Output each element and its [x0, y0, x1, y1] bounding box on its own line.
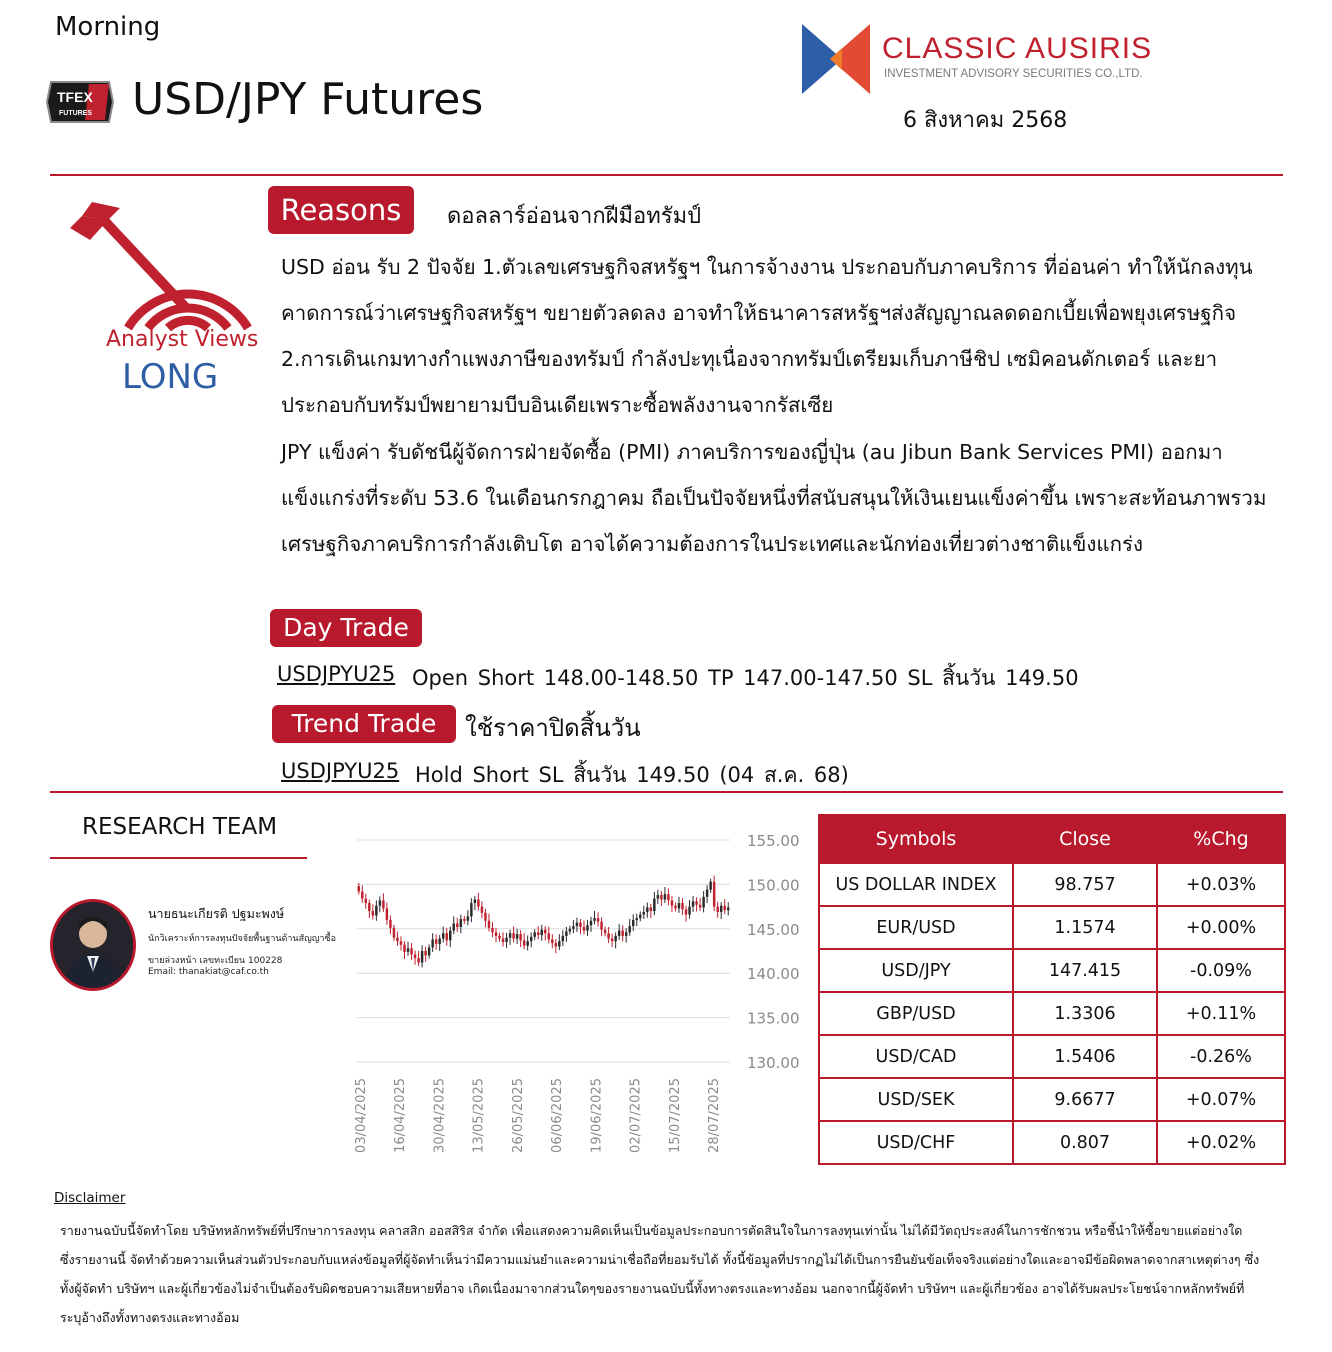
candle-body — [555, 943, 557, 947]
analyst-role: นักวิเคราะห์การลงทุนปัจจัยพื้นฐานด้านสัญญาซื้อขายล่วงหน้า เลขทะเบียน 100228 — [148, 934, 336, 966]
research-team-underline — [50, 857, 307, 859]
candle-body — [361, 892, 363, 899]
close-cell: 9.6677 — [1013, 1078, 1157, 1121]
candle-body — [583, 927, 585, 931]
change-cell: -0.26% — [1157, 1035, 1285, 1078]
analyst-views-label: Analyst Views — [106, 327, 259, 352]
y-tick-label: 140.00 — [747, 965, 800, 984]
day-trade-detail: Open Short 148.00-148.50 TP 147.00-147.50 SL สิ้นวัน 149.50 — [412, 666, 1079, 690]
candle-body — [519, 934, 521, 940]
candle-body — [625, 932, 627, 936]
y-tick-label: 135.00 — [747, 1009, 800, 1028]
candle-body — [442, 933, 444, 938]
candle-body — [660, 895, 662, 899]
column-header-close: Close — [1013, 815, 1157, 863]
avatar — [50, 899, 136, 991]
candle-body — [428, 947, 430, 955]
candle-body — [569, 929, 571, 932]
y-tick-label: 130.00 — [747, 1054, 800, 1072]
candle-body — [709, 882, 711, 890]
candle-body — [400, 941, 402, 945]
table-row — [819, 949, 1285, 992]
candle-body — [667, 894, 669, 900]
usd-paragraph: USD อ่อน รับ 2 ปัจจัย 1.ตัวเลขเศรษฐกิจสหรัฐฯ ในการจ้างงาน ประกอบกับภาคบริการ ที่อ่อนค่า ทำให้นักลงทุนคาดการณ์ว่าเศรษฐกิจสหรัฐฯ ขยายตัวลดลง อาจทำให้ธนาคารสหรัฐฯส่งสัญญาณลดดอกเบี้ยเพื่อพยุงเศรษฐกิจ 2.การเดินเกมทางกำแพงภาษีของทรัมป์ กำลังปะทุเนื่องจากทรัมป์เตรียมเก็บภาษีชิป เซมิคอนดักเตอร์ และยา ประกอบกับทรัมป์พยายามบีบอินเดียเพราะซื้อพลังงานจากรัสเซีย — [281, 255, 1253, 417]
candle-body — [537, 932, 539, 935]
candle-body — [720, 906, 722, 912]
reasons-headline: ดอลลาร์อ่อนจากฝีมือทรัมป์ — [447, 204, 702, 229]
x-tick-label: 13/05/2025 — [471, 1078, 487, 1153]
candle-body — [646, 907, 648, 911]
symbol-cell: EUR/USD — [819, 906, 1013, 949]
candle-body — [643, 912, 645, 915]
candle-body — [671, 900, 673, 905]
close-cell: 147.415 — [1013, 949, 1157, 992]
candle-body — [692, 901, 694, 906]
column-header-chg: %Chg — [1157, 815, 1285, 863]
candle-body — [611, 939, 613, 942]
table-header-row — [819, 815, 1285, 863]
candle-body — [389, 920, 391, 928]
candle-body — [548, 933, 550, 939]
candle-body — [636, 918, 638, 920]
x-tick-label: 28/07/2025 — [707, 1078, 722, 1153]
section-divider — [50, 791, 1283, 793]
x-tick-label: 02/07/2025 — [628, 1078, 644, 1153]
disclaimer-text: รายงานฉบับนี้จัดทำโดย บริษัทหลักทรัพย์ที่ปรึกษาการลงทุน คลาสสิก ออสสิริส จำกัด เพื่อแสดงความคิดเห็นเป็นข้อมูลประกอบการตัดสินใจในการลงทุนเท่านั้น ไม่ได้มีวัตถุประสงค์ในการชักชวน หรือชี้นำให้ซื้อขายแต่อย่างใด ซึ่งรายงานนี้ จัดทำด้วยความเห็นส่วนตัวประกอบกับแหล่งข้อมูลที่ผู้จัดทำเห็นว่ามีความแม่นยำและความน่าเชื่อถือที่ยอมรับได้ ทั้งนี้ข้อมูลที่ปรากฏไม่ได้เป็นการยืนยันข้อเท็จจริงแต่อย่างใดและอาจมีข้อผิดพลาดจากสาเหตุต่างๆ ซึ่งทั้งผู้จัดทำ บริษัทฯ และผู้เกี่ยวข้องไม่จำเป็นต้องรับผิดชอบความเสียหายที่อาจ เกิดเนื่องมาจากส่วนใดๆของรายงานฉบับนี้ทั้งทางตรงและทางอ้อม นอกจากนี้ผู้จัดทำ บริษัทฯ และผู้เกี่ยวข้อง อาจได้รับผลประโยชน์จากหลักทรัพย์ที่ระบุอ้างถึงทั้งทางตรงและทางอ้อม — [60, 1223, 1260, 1325]
candle-body — [453, 923, 455, 930]
candle-body — [523, 940, 525, 945]
symbol-cell: USD/CAD — [819, 1035, 1013, 1078]
change-cell: +0.11% — [1157, 992, 1285, 1035]
candle-body — [716, 907, 718, 912]
candle-body — [653, 899, 655, 911]
tfex-logo-sub: FUTURES — [59, 110, 93, 117]
candle-body — [632, 920, 634, 926]
close-cell: 1.1574 — [1013, 906, 1157, 949]
table-row — [819, 992, 1285, 1035]
candle-body — [382, 900, 384, 908]
candle-body — [590, 921, 592, 925]
trend-trade-symbol: USDJPYU25 — [281, 759, 400, 783]
candle-body — [460, 919, 462, 927]
analyst-email: Email: thanakiat@caf.co.th — [148, 967, 269, 977]
candle-body — [449, 931, 451, 941]
usdjpy-price-chart — [345, 820, 805, 1170]
close-cell: 1.3306 — [1013, 992, 1157, 1035]
candle-body — [375, 906, 377, 916]
target-arrow-icon — [68, 198, 258, 333]
candle-body — [695, 901, 697, 905]
candle-body — [379, 900, 381, 905]
candle-body — [467, 916, 469, 920]
x-tick-label: 16/04/2025 — [393, 1078, 409, 1153]
x-tick-label: 26/05/2025 — [510, 1078, 526, 1153]
candle-body — [516, 934, 518, 938]
close-cell: 98.757 — [1013, 863, 1157, 906]
candle-body — [639, 915, 641, 919]
change-cell: +0.02% — [1157, 1121, 1285, 1164]
candle-body — [533, 932, 535, 936]
y-tick-label: 155.00 — [747, 832, 800, 850]
analyst-view-value: LONG — [122, 357, 219, 397]
candle-body — [421, 951, 423, 963]
table-row — [819, 1035, 1285, 1078]
jpy-paragraph: JPY แข็งค่า รับดัชนีผู้จัดการฝ่ายจัดซื้อ (PMI) ภาคบริการของญี่ปุ่น (au Jibun Bank Services PMI) ออกมาแข็งแกร่งที่ระดับ 53.6 ในเดือนกรกฎาคม ถือเป็นปัจจัยหนึ่งที่สนับสนุนให้เงินเยนแข็งค่าขึ้น เพราะสะท้อนภาพรวมเศรษฐกิจภาคบริการกำลังเติบโต อาจได้ความต้องการในประเทศและนักท่องเที่ยวต่างชาติแข็งแกร่ง — [281, 440, 1267, 556]
candle-body — [562, 936, 564, 941]
candle-body — [565, 931, 567, 935]
symbol-cell: US DOLLAR INDEX — [819, 863, 1013, 906]
candle-body — [488, 921, 490, 928]
trend-trade-badge: Trend Trade — [272, 705, 456, 743]
candle-body — [600, 922, 602, 930]
company-subtitle: INVESTMENT ADVISORY SECURITIES CO.,LTD. — [884, 68, 1143, 80]
candle-body — [593, 918, 595, 921]
candle-body — [498, 936, 500, 939]
analyst-name: นายธนะเกียรติ ปฐมะพงษ์ — [148, 906, 285, 921]
candle-body — [526, 941, 528, 945]
candle-body — [502, 939, 504, 943]
candle-body — [438, 939, 440, 944]
research-team-title: RESEARCH TEAM — [82, 814, 278, 840]
candle-body — [445, 933, 447, 940]
candle-body — [456, 923, 458, 927]
candle-body — [403, 945, 405, 952]
candle-body — [586, 925, 588, 930]
tfex-logo — [45, 78, 115, 126]
candle-body — [579, 923, 581, 927]
symbol-cell: USD/JPY — [819, 949, 1013, 992]
tfex-logo-text: TFEX — [57, 89, 93, 105]
header-divider — [50, 174, 1283, 176]
table-row — [819, 1078, 1285, 1121]
table-row — [819, 863, 1285, 906]
candle-body — [685, 909, 687, 914]
candle-body — [368, 903, 370, 911]
close-cell: 1.5406 — [1013, 1035, 1157, 1078]
change-cell: -0.09% — [1157, 949, 1285, 992]
candle-body — [681, 903, 683, 909]
candle-body — [628, 926, 630, 932]
symbol-cell: USD/CHF — [819, 1121, 1013, 1164]
candle-body — [509, 933, 511, 937]
market-summary-table — [818, 814, 1286, 1165]
candle-body — [723, 906, 725, 910]
candle-body — [417, 958, 419, 962]
x-tick-label: 06/06/2025 — [550, 1078, 566, 1153]
candle-body — [657, 895, 659, 899]
candle-body — [386, 908, 388, 920]
x-tick-label: 03/04/2025 — [354, 1078, 369, 1153]
candle-body — [481, 907, 483, 913]
change-cell: +0.03% — [1157, 863, 1285, 906]
column-header-symbols: Symbols — [819, 815, 1013, 863]
candle-body — [699, 905, 701, 908]
day-trade-badge: Day Trade — [270, 609, 422, 647]
candle-body — [572, 926, 574, 929]
candle-body — [512, 933, 514, 938]
day-trade-symbol: USDJPYU25 — [277, 662, 396, 686]
morning-label: Morning — [55, 12, 161, 42]
trend-trade-detail: Hold Short SL สิ้นวัน 149.50 (04 ส.ค. 68) — [415, 763, 849, 787]
candle-body — [618, 931, 620, 936]
candle-body — [407, 948, 409, 952]
candle-body — [604, 930, 606, 934]
change-cell: +0.00% — [1157, 906, 1285, 949]
close-cell: 0.807 — [1013, 1121, 1157, 1164]
candle-body — [435, 939, 437, 943]
y-tick-label: 145.00 — [747, 920, 800, 939]
candle-body — [576, 923, 578, 927]
candle-body — [688, 907, 690, 915]
candle-body — [505, 938, 507, 942]
candle-body — [541, 930, 543, 935]
symbol-cell: GBP/USD — [819, 992, 1013, 1035]
candle-body — [484, 913, 486, 921]
change-cell: +0.07% — [1157, 1078, 1285, 1121]
candle-body — [621, 931, 623, 936]
candle-body — [474, 899, 476, 903]
candle-body — [727, 907, 729, 910]
candle-body — [614, 936, 616, 941]
report-date: 6 สิงหาคม 2568 — [903, 108, 1068, 133]
symbol-cell: USD/SEK — [819, 1078, 1013, 1121]
disclaimer-title: Disclaimer — [54, 1190, 126, 1206]
x-tick-label: 30/04/2025 — [432, 1078, 448, 1153]
candle-body — [713, 882, 715, 907]
candle-body — [664, 894, 666, 899]
company-name: CLASSIC AUSIRIS — [882, 32, 1153, 65]
candle-body — [674, 906, 676, 909]
candle-body — [495, 932, 497, 936]
candle-body — [702, 897, 704, 908]
candle-body — [424, 951, 426, 955]
candle-body — [558, 941, 560, 946]
company-logo-icon — [800, 22, 880, 96]
candle-body — [393, 928, 395, 938]
trend-trade-note: ใช้ราคาปิดสิ้นวัน — [465, 714, 641, 742]
candle-body — [597, 918, 599, 922]
candle-body — [678, 903, 680, 908]
candle-body — [706, 890, 708, 897]
candle-body — [463, 919, 465, 921]
candle-body — [396, 938, 398, 942]
candle-body — [607, 933, 609, 938]
x-tick-label: 15/07/2025 — [667, 1078, 683, 1153]
candle-body — [544, 930, 546, 934]
candle-body — [530, 937, 532, 941]
person-photo-icon — [53, 902, 133, 988]
candle-body — [365, 899, 367, 903]
candle-body — [358, 886, 360, 891]
candle-body — [414, 955, 416, 959]
candle-body — [410, 948, 412, 954]
candle-body — [551, 939, 553, 943]
y-tick-label: 150.00 — [747, 876, 800, 895]
page-title: USD/JPY Futures — [132, 74, 484, 125]
table-row — [819, 1121, 1285, 1164]
candle-body — [650, 907, 652, 911]
candle-body — [470, 903, 472, 916]
table-row — [819, 906, 1285, 949]
candle-body — [372, 911, 374, 915]
reasons-badge: Reasons — [268, 186, 414, 234]
candle-body — [477, 899, 479, 906]
candle-body — [431, 939, 433, 947]
x-tick-label: 19/06/2025 — [589, 1078, 605, 1153]
candle-body — [491, 928, 493, 932]
